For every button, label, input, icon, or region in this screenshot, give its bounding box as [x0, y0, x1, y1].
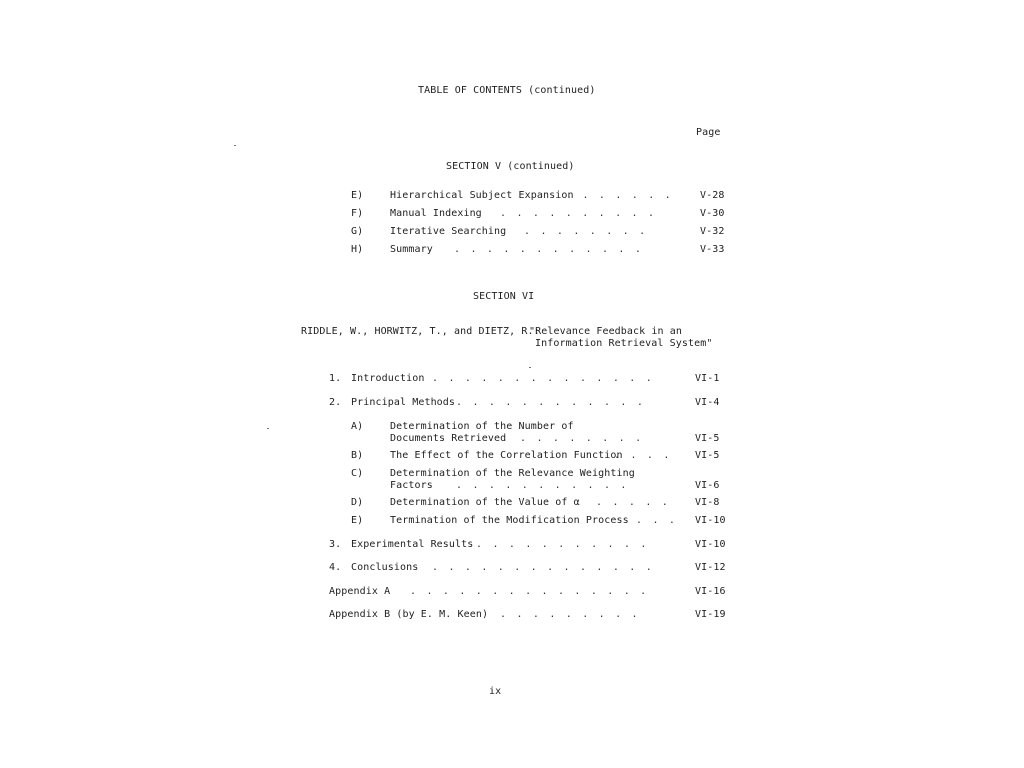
entry-page: VI-6	[695, 480, 720, 491]
entry-title: Experimental Results	[351, 539, 474, 550]
scan-speck	[529, 367, 531, 368]
leader-dots: . . . . . . .	[566, 190, 673, 201]
page-number: ix	[489, 686, 502, 697]
entry-page: VI-1	[695, 373, 720, 384]
leader-dots: . . . . . . . . . . . . . . .	[410, 586, 649, 597]
leader-dots: . . . . . . . . . .	[500, 208, 657, 219]
entry-number: 4.	[329, 562, 342, 573]
entry-title: Summary	[390, 244, 433, 255]
entry-page: VI-8	[695, 497, 720, 508]
toc-title: TABLE OF CONTENTS (continued)	[418, 85, 596, 96]
paper-title-line-2: Information Retrieval System"	[535, 338, 713, 349]
entry-page: V-28	[700, 190, 725, 201]
entry-title: Determination of the Value of α	[390, 497, 580, 508]
section-v-heading: SECTION V (continued)	[446, 161, 575, 172]
entry-number: F)	[351, 208, 364, 219]
entry-number: A)	[351, 421, 364, 432]
section-vi-heading: SECTION VI	[473, 291, 535, 302]
entry-page: V-30	[700, 208, 725, 219]
entry-title: Manual Indexing	[390, 208, 482, 219]
entry-page: V-32	[700, 226, 725, 237]
entry-number: E)	[351, 190, 364, 201]
entry-page: V-33	[700, 244, 725, 255]
entry-title: Appendix A	[329, 586, 391, 597]
entry-page: VI-4	[695, 397, 720, 408]
entry-title: The Effect of the Correlation Function	[390, 450, 623, 461]
entry-number: E)	[351, 515, 364, 526]
scan-speck	[234, 145, 236, 146]
leader-dots: . . . . . . . .	[524, 226, 648, 237]
leader-dots: . . .	[636, 515, 678, 526]
entry-number: 3.	[329, 539, 342, 550]
entry-title-line-1: Determination of the Relevance Weighting	[390, 468, 635, 479]
entry-page: VI-5	[695, 433, 720, 444]
entry-title: Appendix B (by E. M. Keen)	[329, 609, 489, 620]
entry-page: VI-10	[695, 539, 726, 550]
leader-dots: . . . . . . . . . . . . . .	[432, 373, 654, 384]
leader-dots: . . . .	[614, 450, 672, 461]
leader-dots: . . . . . . . . .	[500, 609, 640, 620]
paper-title-line-1: "Relevance Feedback in an	[529, 326, 683, 337]
entry-page: VI-16	[695, 586, 726, 597]
page-column-label: Page	[696, 127, 721, 138]
entry-number: 2.	[329, 397, 342, 408]
entry-title-line-2: Factors	[390, 480, 433, 491]
leader-dots: . . . . . . . . . . . .	[454, 244, 644, 255]
entry-number: D)	[351, 497, 364, 508]
entry-number: H)	[351, 244, 364, 255]
entry-page: VI-5	[695, 450, 720, 461]
paper-authors: RIDDLE, W., HORWITZ, T., and DIETZ, R.:	[301, 326, 540, 337]
leader-dots: . . . . . . . . . . .	[476, 539, 649, 550]
entry-number: 1.	[329, 373, 342, 384]
entry-page: VI-19	[695, 609, 726, 620]
scan-speck	[267, 428, 269, 429]
entry-title: Hierarchical Subject Expansion	[390, 190, 574, 201]
entry-title-line-2: Documents Retrieved	[390, 433, 507, 444]
entry-title: Termination of the Modification Process	[390, 515, 629, 526]
entry-page: VI-12	[695, 562, 726, 573]
entry-title: Iterative Searching	[390, 226, 507, 237]
leader-dots: . . . . .	[596, 497, 670, 508]
entry-page: VI-10	[695, 515, 726, 526]
entry-title: Introduction	[351, 373, 425, 384]
leader-dots: . . . . . . . . . . . .	[456, 397, 646, 408]
entry-number: C)	[351, 468, 364, 479]
entry-number: G)	[351, 226, 364, 237]
leader-dots: . . . . . . . .	[520, 433, 644, 444]
entry-title-line-1: Determination of the Number of	[390, 421, 574, 432]
entry-title: Conclusions	[351, 562, 419, 573]
entry-number: B)	[351, 450, 364, 461]
leader-dots: . . . . . . . . . . . . . .	[432, 562, 654, 573]
entry-title: Principal Methods	[351, 397, 456, 408]
leader-dots: . . . . . . . . . . .	[456, 480, 629, 491]
